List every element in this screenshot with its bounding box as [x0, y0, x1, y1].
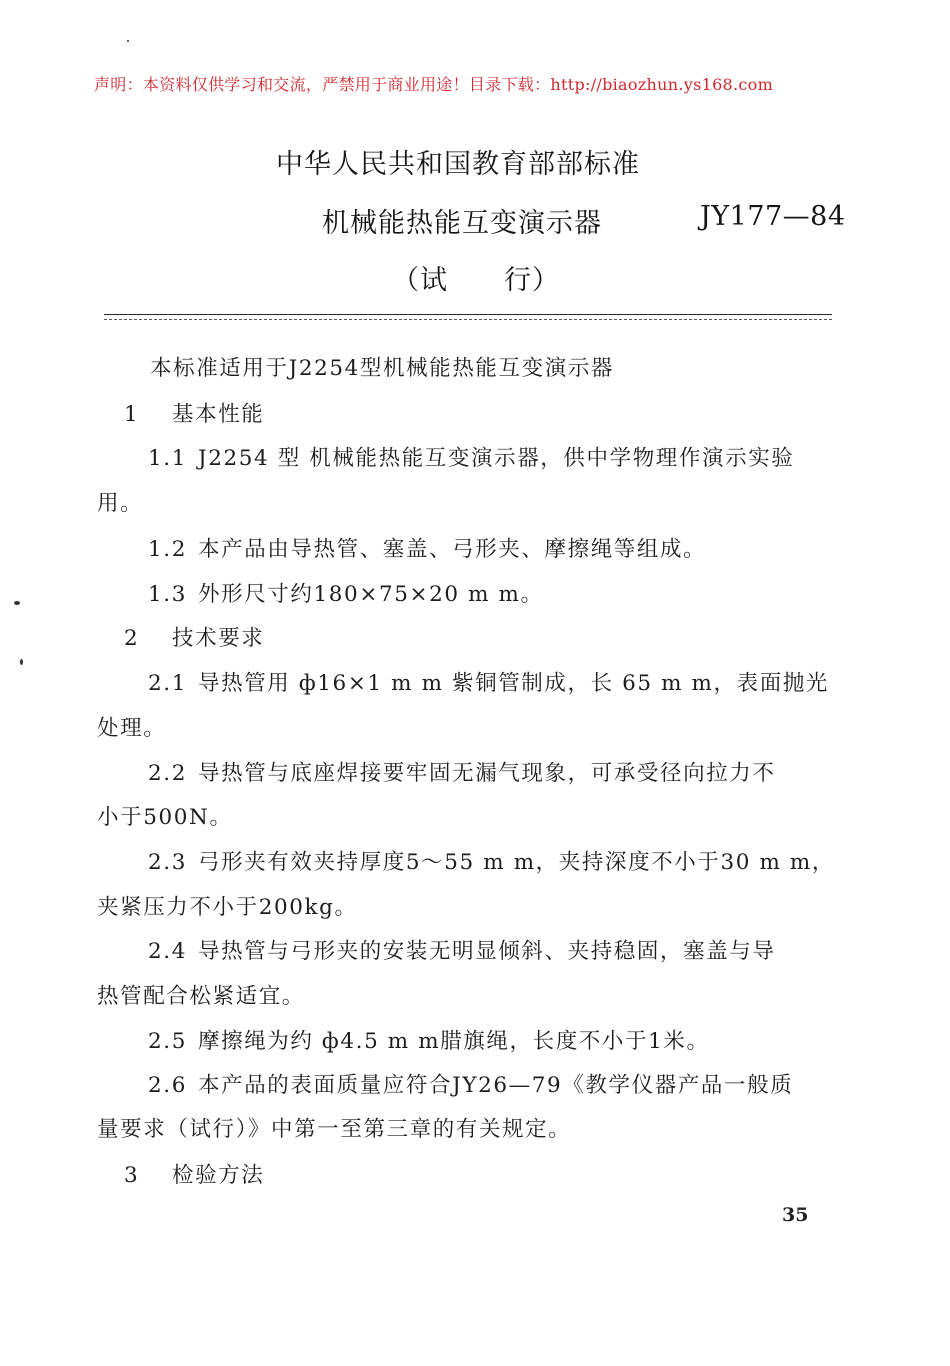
section-title: 技术要求: [172, 626, 265, 651]
standard-title: 机械能热能互变演示器: [322, 208, 602, 239]
clause-number: 2.2: [148, 761, 187, 786]
clause-number: 1.1: [148, 446, 187, 471]
clause-number: 2.4: [148, 939, 187, 964]
clause-text: 导热管与弓形夹的安装无明显倾斜、夹持稳固，塞盖与导: [198, 939, 776, 964]
section-heading: [124, 397, 264, 428]
section-number: 1: [124, 402, 140, 427]
scan-speck: [127, 40, 129, 42]
scan-speck: [20, 659, 23, 665]
clause-text: 外形尺寸约180×75×20 m m。: [198, 582, 544, 607]
clause-continuation: 小于500N。: [97, 805, 233, 830]
clause-number: 1.2: [148, 537, 187, 562]
page-number: 35: [782, 1204, 809, 1226]
clause-line: [148, 532, 706, 563]
section-heading: [124, 621, 264, 652]
clause-continuation: 量要求（试行）》中第一至第三章的有关规定。: [97, 1117, 572, 1142]
clause-continuation: 夹紧压力不小于200kg。: [97, 895, 358, 920]
clause-line: [148, 666, 829, 697]
clause-line: [148, 845, 835, 876]
section-number: 2: [124, 626, 140, 651]
clause-text: 本产品的表面质量应符合JY26—79《教学仪器产品一般质: [198, 1073, 794, 1098]
clause-text: 导热管与底座焊接要牢固无漏气现象，可承受径向拉力不: [198, 761, 776, 786]
disclaimer-notice: 声明：本资料仅供学习和交流，严禁用于商业用途！目录下载：http://biaozhun.ys168.com: [94, 75, 774, 94]
clause-line: [148, 1024, 710, 1055]
clause-continuation: 热管配合松紧适宜。: [97, 984, 305, 1009]
header-divider: [104, 314, 832, 315]
clause-line: [148, 934, 776, 965]
section-title: 检验方法: [172, 1163, 265, 1188]
clause-number: 2.6: [148, 1073, 187, 1098]
clause-number: 1.3: [148, 582, 187, 607]
clause-number: 2.1: [148, 671, 187, 696]
clause-text: 导热管用 ф16×1 m m 紫铜管制成，长 65 m m，表面抛光: [198, 671, 830, 696]
clause-line: [148, 756, 776, 787]
clause-line: [148, 577, 544, 608]
scan-speck: [14, 601, 20, 605]
clause-line: [148, 441, 794, 472]
section-number: 3: [124, 1163, 140, 1188]
clause-line: [148, 1068, 793, 1099]
trial-notice: （试 行）: [392, 265, 560, 296]
clause-text: 本产品由导热管、塞盖、弓形夹、摩擦绳等组成。: [198, 537, 707, 562]
intro-paragraph: 本标准适用于J2254型机械能热能互变演示器: [150, 356, 615, 381]
issuing-authority-title: 中华人民共和国教育部部标准: [276, 149, 640, 180]
clause-number: 2.3: [148, 850, 187, 875]
standard-code: JY177—84: [700, 201, 846, 232]
section-heading: [124, 1158, 264, 1189]
clause-text: 弓形夹有效夹持厚度5～55 m m，夹持深度不小于30 m m，: [198, 850, 835, 875]
clause-continuation: 用。: [97, 491, 144, 516]
section-title: 基本性能: [172, 402, 265, 427]
header-divider-secondary: [104, 319, 832, 320]
clause-number: 2.5: [148, 1029, 187, 1054]
clause-text: 摩擦绳为约 ф4.5 m m腊旗绳，长度不小于1米。: [198, 1029, 710, 1054]
clause-continuation: 处理。: [97, 716, 167, 741]
clause-text: J2254 型 机械能热能互变演示器，供中学物理作演示实验: [198, 446, 795, 471]
